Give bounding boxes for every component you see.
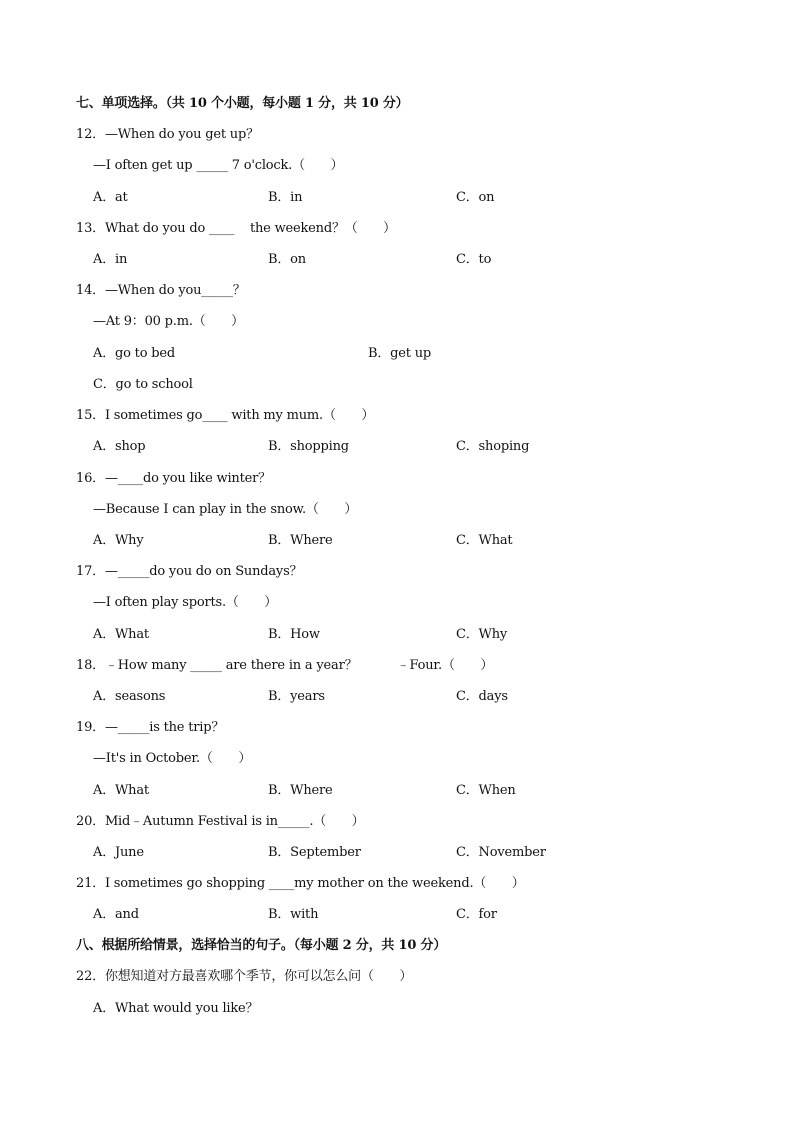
- text-line: C．go to school: [93, 377, 193, 392]
- text-line: A．seasons: [93, 689, 166, 704]
- text-line: 17．—_____do you do on Sundays？: [76, 564, 303, 579]
- text-line: C．Why: [456, 627, 508, 642]
- text-line: B．How: [268, 627, 320, 642]
- text-line: A．What would you like？: [93, 1001, 259, 1016]
- text-line: —I often get up _____ 7 o'clock.（ ）: [93, 158, 344, 173]
- section-heading: 八、根据所给情景，选择恰当的句子。（每小题 2 分，共 10 分）: [76, 938, 447, 953]
- section-heading: 七、单项选择。（共 10 个小题，每小题 1 分，共 10 分）: [76, 96, 409, 111]
- text-line: B．Where: [268, 783, 333, 798]
- text-line: 14．—When do you_____？: [76, 283, 246, 298]
- text-line: C．on: [456, 190, 495, 205]
- text-line: B．years: [268, 689, 325, 704]
- text-line: A．shop: [93, 439, 146, 454]
- text-line: A．June: [93, 845, 144, 860]
- text-line: B．with: [268, 907, 319, 922]
- text-line: A．What: [93, 783, 149, 798]
- text-line: C．What: [456, 533, 513, 548]
- text-line: A．What: [93, 627, 149, 642]
- text-line: A．go to bed: [93, 346, 175, 361]
- text-line: —It's in October.（ ）: [93, 751, 252, 766]
- text-line: —I often play sports.（ ）: [93, 595, 278, 610]
- text-line: B．in: [268, 190, 303, 205]
- text-line: —At 9：00 p.m.（ ）: [93, 314, 244, 329]
- text-line: B．get up: [368, 346, 432, 361]
- text-line: C．November: [456, 845, 546, 860]
- text-line: C．days: [456, 689, 508, 704]
- text-line: 19．—_____is the trip？: [76, 720, 225, 735]
- text-line: A．at: [93, 190, 128, 205]
- text-line: A．and: [93, 907, 139, 922]
- text-line: A．Why: [93, 533, 144, 548]
- text-line: 21．I sometimes go shopping ____my mother on the weekend.（ ）: [76, 876, 525, 891]
- text-line: 20．Mid﹣Autumn Festival is in_____.（ ）: [76, 814, 365, 829]
- text-line: C．to: [456, 252, 492, 267]
- text-line: B．September: [268, 845, 361, 860]
- text-line: B．on: [268, 252, 306, 267]
- text-line: C．shoping: [456, 439, 530, 454]
- text-line: C．for: [456, 907, 497, 922]
- text-line: A．in: [93, 252, 128, 267]
- text-line: 16．—____do you like winter？: [76, 471, 271, 486]
- text-line: —Because I can play in the snow.（ ）: [93, 502, 358, 517]
- text-line: B．Where: [268, 533, 333, 548]
- text-line: 12．—When do you get up？: [76, 127, 259, 142]
- text-line: 18．﹣How many _____ are there in a year？ ﹣Four.（ ）: [76, 658, 494, 673]
- text-line: 13．What do you do ____ the weekend？（ ）: [76, 221, 396, 236]
- text-line: B．shopping: [268, 439, 349, 454]
- text-line: C．When: [456, 783, 516, 798]
- text-line: 22．你想知道对方最喜欢哪个季节，你可以怎么问（ ）: [76, 969, 413, 984]
- text-line: 15．I sometimes go____ with my mum.（ ）: [76, 408, 375, 423]
